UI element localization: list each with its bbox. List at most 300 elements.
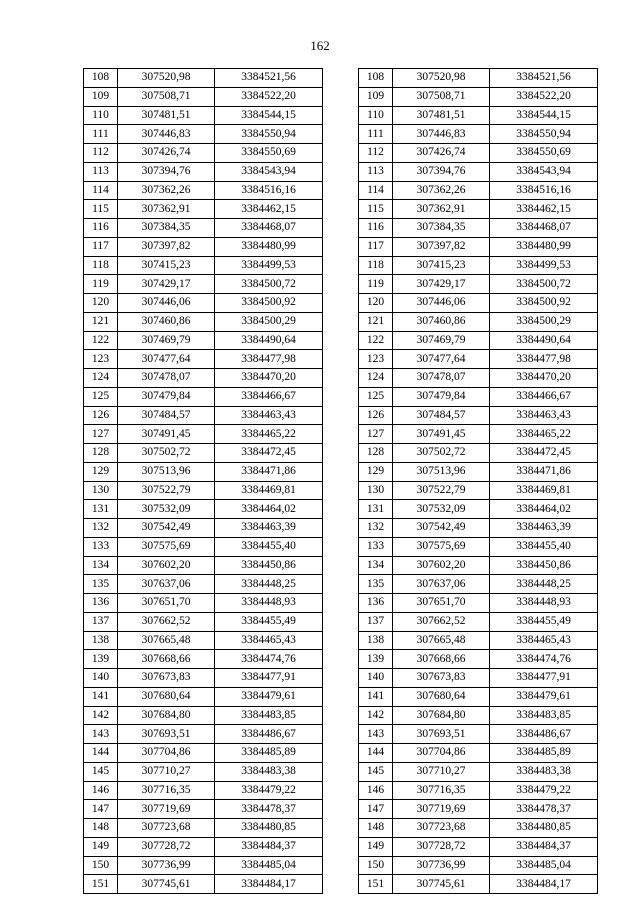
point-number-cell: 138 bbox=[359, 631, 393, 650]
x-coordinate-cell: 307602,20 bbox=[393, 556, 490, 575]
y-coordinate-cell: 3384455,40 bbox=[490, 537, 598, 556]
table-row bbox=[359, 275, 598, 294]
x-coordinate-cell: 307491,45 bbox=[393, 425, 490, 444]
point-number-cell: 115 bbox=[359, 200, 393, 219]
point-number-cell: 110 bbox=[359, 106, 393, 125]
point-number-cell: 142 bbox=[359, 706, 393, 725]
x-coordinate-cell: 307460,86 bbox=[118, 312, 215, 331]
x-coordinate-cell: 307745,61 bbox=[118, 875, 215, 894]
x-coordinate-cell: 307478,07 bbox=[118, 369, 215, 388]
table-row bbox=[359, 387, 598, 406]
x-coordinate-cell: 307469,79 bbox=[393, 331, 490, 350]
point-number-cell: 140 bbox=[84, 669, 118, 688]
x-coordinate-cell: 307693,51 bbox=[393, 725, 490, 744]
x-coordinate-cell: 307665,48 bbox=[393, 631, 490, 650]
table-row bbox=[359, 444, 598, 463]
x-coordinate-cell: 307484,57 bbox=[393, 406, 490, 425]
point-number-cell: 120 bbox=[359, 294, 393, 313]
coordinates-table-left bbox=[83, 68, 323, 894]
y-coordinate-cell: 3384485,04 bbox=[490, 856, 598, 875]
x-coordinate-cell: 307415,23 bbox=[118, 256, 215, 275]
point-number-cell: 121 bbox=[84, 312, 118, 331]
x-coordinate-cell: 307684,80 bbox=[393, 706, 490, 725]
table-row bbox=[359, 256, 598, 275]
x-coordinate-cell: 307723,68 bbox=[118, 819, 215, 838]
y-coordinate-cell: 3384544,15 bbox=[215, 106, 323, 125]
x-coordinate-cell: 307397,82 bbox=[118, 237, 215, 256]
x-coordinate-cell: 307362,26 bbox=[118, 181, 215, 200]
point-number-cell: 129 bbox=[84, 462, 118, 481]
y-coordinate-cell: 3384455,49 bbox=[490, 612, 598, 631]
y-coordinate-cell: 3384483,38 bbox=[490, 762, 598, 781]
x-coordinate-cell: 307415,23 bbox=[393, 256, 490, 275]
table-row bbox=[359, 687, 598, 706]
x-coordinate-cell: 307429,17 bbox=[393, 275, 490, 294]
x-coordinate-cell: 307710,27 bbox=[118, 762, 215, 781]
point-number-cell: 136 bbox=[359, 594, 393, 613]
table-row bbox=[359, 144, 598, 163]
point-number-cell: 141 bbox=[359, 687, 393, 706]
table-row bbox=[359, 819, 598, 838]
x-coordinate-cell: 307426,74 bbox=[118, 144, 215, 163]
y-coordinate-cell: 3384477,98 bbox=[215, 350, 323, 369]
point-number-cell: 146 bbox=[359, 781, 393, 800]
y-coordinate-cell: 3384471,86 bbox=[490, 462, 598, 481]
point-number-cell: 123 bbox=[84, 350, 118, 369]
y-coordinate-cell: 3384485,89 bbox=[215, 744, 323, 763]
y-coordinate-cell: 3384480,99 bbox=[215, 237, 323, 256]
table-row bbox=[359, 650, 598, 669]
point-number-cell: 118 bbox=[84, 256, 118, 275]
point-number-cell: 126 bbox=[359, 406, 393, 425]
x-coordinate-cell: 307728,72 bbox=[118, 837, 215, 856]
point-number-cell: 147 bbox=[359, 800, 393, 819]
x-coordinate-cell: 307651,70 bbox=[118, 594, 215, 613]
y-coordinate-cell: 3384462,15 bbox=[490, 200, 598, 219]
x-coordinate-cell: 307446,83 bbox=[118, 125, 215, 144]
x-coordinate-cell: 307522,79 bbox=[393, 481, 490, 500]
y-coordinate-cell: 3384484,17 bbox=[215, 875, 323, 894]
table-row bbox=[84, 762, 323, 781]
table-row bbox=[359, 200, 598, 219]
y-coordinate-cell: 3384543,94 bbox=[215, 162, 323, 181]
point-number-cell: 113 bbox=[359, 162, 393, 181]
table-row bbox=[359, 631, 598, 650]
y-coordinate-cell: 3384463,39 bbox=[215, 519, 323, 538]
point-number-cell: 131 bbox=[84, 500, 118, 519]
x-coordinate-cell: 307460,86 bbox=[393, 312, 490, 331]
x-coordinate-cell: 307684,80 bbox=[118, 706, 215, 725]
table-row bbox=[84, 219, 323, 238]
point-number-cell: 151 bbox=[359, 875, 393, 894]
point-number-cell: 148 bbox=[359, 819, 393, 838]
y-coordinate-cell: 3384477,91 bbox=[215, 669, 323, 688]
point-number-cell: 138 bbox=[84, 631, 118, 650]
y-coordinate-cell: 3384470,20 bbox=[490, 369, 598, 388]
y-coordinate-cell: 3384464,02 bbox=[215, 500, 323, 519]
x-coordinate-cell: 307446,06 bbox=[393, 294, 490, 313]
x-coordinate-cell: 307394,76 bbox=[118, 162, 215, 181]
point-number-cell: 151 bbox=[84, 875, 118, 894]
x-coordinate-cell: 307384,35 bbox=[393, 219, 490, 238]
y-coordinate-cell: 3384479,61 bbox=[215, 687, 323, 706]
y-coordinate-cell: 3384463,43 bbox=[490, 406, 598, 425]
x-coordinate-cell: 307513,96 bbox=[393, 462, 490, 481]
y-coordinate-cell: 3384468,07 bbox=[490, 219, 598, 238]
point-number-cell: 137 bbox=[359, 612, 393, 631]
x-coordinate-cell: 307397,82 bbox=[393, 237, 490, 256]
table-row bbox=[359, 762, 598, 781]
point-number-cell: 129 bbox=[359, 462, 393, 481]
table-row bbox=[359, 331, 598, 350]
table-row bbox=[84, 312, 323, 331]
table-row bbox=[359, 181, 598, 200]
y-coordinate-cell: 3384486,67 bbox=[490, 725, 598, 744]
y-coordinate-cell: 3384465,22 bbox=[215, 425, 323, 444]
y-coordinate-cell: 3384468,07 bbox=[215, 219, 323, 238]
table-row bbox=[359, 481, 598, 500]
table-row bbox=[359, 294, 598, 313]
y-coordinate-cell: 3384466,67 bbox=[215, 387, 323, 406]
y-coordinate-cell: 3384465,22 bbox=[490, 425, 598, 444]
point-number-cell: 141 bbox=[84, 687, 118, 706]
x-coordinate-cell: 307513,96 bbox=[118, 462, 215, 481]
point-number-cell: 144 bbox=[84, 744, 118, 763]
point-number-cell: 111 bbox=[359, 125, 393, 144]
table-row bbox=[84, 519, 323, 538]
table-row bbox=[359, 500, 598, 519]
table-row bbox=[359, 612, 598, 631]
point-number-cell: 134 bbox=[359, 556, 393, 575]
x-coordinate-cell: 307719,69 bbox=[393, 800, 490, 819]
table-row bbox=[84, 706, 323, 725]
y-coordinate-cell: 3384521,56 bbox=[490, 69, 598, 88]
y-coordinate-cell: 3384455,49 bbox=[215, 612, 323, 631]
table-row bbox=[84, 331, 323, 350]
y-coordinate-cell: 3384474,76 bbox=[215, 650, 323, 669]
y-coordinate-cell: 3384450,86 bbox=[490, 556, 598, 575]
x-coordinate-cell: 307728,72 bbox=[393, 837, 490, 856]
point-number-cell: 117 bbox=[84, 237, 118, 256]
y-coordinate-cell: 3384490,64 bbox=[490, 331, 598, 350]
table-row bbox=[84, 294, 323, 313]
point-number-cell: 116 bbox=[84, 219, 118, 238]
table-row bbox=[84, 856, 323, 875]
point-number-cell: 115 bbox=[84, 200, 118, 219]
y-coordinate-cell: 3384544,15 bbox=[490, 106, 598, 125]
table-row bbox=[359, 106, 598, 125]
x-coordinate-cell: 307575,69 bbox=[118, 537, 215, 556]
x-coordinate-cell: 307446,06 bbox=[118, 294, 215, 313]
table-row bbox=[84, 406, 323, 425]
table-row bbox=[84, 875, 323, 894]
x-coordinate-cell: 307704,86 bbox=[393, 744, 490, 763]
x-coordinate-cell: 307479,84 bbox=[393, 387, 490, 406]
y-coordinate-cell: 3384550,69 bbox=[490, 144, 598, 163]
x-coordinate-cell: 307602,20 bbox=[118, 556, 215, 575]
point-number-cell: 132 bbox=[84, 519, 118, 538]
table-row bbox=[359, 69, 598, 88]
x-coordinate-cell: 307719,69 bbox=[118, 800, 215, 819]
point-number-cell: 149 bbox=[84, 837, 118, 856]
table-row bbox=[359, 781, 598, 800]
y-coordinate-cell: 3384500,92 bbox=[490, 294, 598, 313]
y-coordinate-cell: 3384521,56 bbox=[215, 69, 323, 88]
table-row bbox=[84, 687, 323, 706]
y-coordinate-cell: 3384500,72 bbox=[215, 275, 323, 294]
y-coordinate-cell: 3384464,02 bbox=[490, 500, 598, 519]
x-coordinate-cell: 307673,83 bbox=[393, 669, 490, 688]
x-coordinate-cell: 307716,35 bbox=[118, 781, 215, 800]
y-coordinate-cell: 3384550,69 bbox=[215, 144, 323, 163]
table-row bbox=[84, 575, 323, 594]
y-coordinate-cell: 3384500,29 bbox=[215, 312, 323, 331]
x-coordinate-cell: 307508,71 bbox=[393, 87, 490, 106]
point-number-cell: 120 bbox=[84, 294, 118, 313]
y-coordinate-cell: 3384450,86 bbox=[215, 556, 323, 575]
point-number-cell: 109 bbox=[84, 87, 118, 106]
y-coordinate-cell: 3384500,29 bbox=[490, 312, 598, 331]
table-row bbox=[84, 537, 323, 556]
point-number-cell: 137 bbox=[84, 612, 118, 631]
y-coordinate-cell: 3384465,43 bbox=[490, 631, 598, 650]
table-row bbox=[84, 256, 323, 275]
y-coordinate-cell: 3384483,85 bbox=[215, 706, 323, 725]
y-coordinate-cell: 3384522,20 bbox=[215, 87, 323, 106]
x-coordinate-cell: 307429,17 bbox=[118, 275, 215, 294]
table-row bbox=[359, 162, 598, 181]
point-number-cell: 119 bbox=[84, 275, 118, 294]
x-coordinate-cell: 307637,06 bbox=[393, 575, 490, 594]
table-row bbox=[84, 481, 323, 500]
y-coordinate-cell: 3384469,81 bbox=[215, 481, 323, 500]
table-row bbox=[84, 631, 323, 650]
x-coordinate-cell: 307426,74 bbox=[393, 144, 490, 163]
point-number-cell: 108 bbox=[359, 69, 393, 88]
point-number-cell: 109 bbox=[359, 87, 393, 106]
y-coordinate-cell: 3384500,92 bbox=[215, 294, 323, 313]
table-row bbox=[359, 237, 598, 256]
table-row bbox=[359, 425, 598, 444]
point-number-cell: 146 bbox=[84, 781, 118, 800]
x-coordinate-cell: 307362,26 bbox=[393, 181, 490, 200]
y-coordinate-cell: 3384477,91 bbox=[490, 669, 598, 688]
y-coordinate-cell: 3384448,25 bbox=[490, 575, 598, 594]
table-row bbox=[84, 837, 323, 856]
point-number-cell: 111 bbox=[84, 125, 118, 144]
y-coordinate-cell: 3384478,37 bbox=[215, 800, 323, 819]
x-coordinate-cell: 307481,51 bbox=[118, 106, 215, 125]
table-row bbox=[359, 406, 598, 425]
point-number-cell: 125 bbox=[359, 387, 393, 406]
point-number-cell: 117 bbox=[359, 237, 393, 256]
x-coordinate-cell: 307710,27 bbox=[393, 762, 490, 781]
x-coordinate-cell: 307491,45 bbox=[118, 425, 215, 444]
table-row bbox=[359, 556, 598, 575]
y-coordinate-cell: 3384516,16 bbox=[215, 181, 323, 200]
point-number-cell: 130 bbox=[84, 481, 118, 500]
table-row bbox=[359, 125, 598, 144]
y-coordinate-cell: 3384479,61 bbox=[490, 687, 598, 706]
table-row bbox=[359, 350, 598, 369]
table-row bbox=[359, 312, 598, 331]
table-row bbox=[359, 837, 598, 856]
y-coordinate-cell: 3384479,22 bbox=[215, 781, 323, 800]
x-coordinate-cell: 307668,66 bbox=[393, 650, 490, 669]
table-row bbox=[84, 462, 323, 481]
table-row bbox=[84, 425, 323, 444]
x-coordinate-cell: 307668,66 bbox=[118, 650, 215, 669]
point-number-cell: 132 bbox=[359, 519, 393, 538]
point-number-cell: 145 bbox=[84, 762, 118, 781]
x-coordinate-cell: 307736,99 bbox=[118, 856, 215, 875]
table-row bbox=[84, 669, 323, 688]
table-row bbox=[84, 144, 323, 163]
point-number-cell: 150 bbox=[359, 856, 393, 875]
table-row bbox=[84, 69, 323, 88]
table-row bbox=[84, 275, 323, 294]
point-number-cell: 122 bbox=[359, 331, 393, 350]
point-number-cell: 126 bbox=[84, 406, 118, 425]
table-row bbox=[84, 594, 323, 613]
x-coordinate-cell: 307477,64 bbox=[393, 350, 490, 369]
point-number-cell: 124 bbox=[84, 369, 118, 388]
y-coordinate-cell: 3384522,20 bbox=[490, 87, 598, 106]
y-coordinate-cell: 3384478,37 bbox=[490, 800, 598, 819]
y-coordinate-cell: 3384477,98 bbox=[490, 350, 598, 369]
point-number-cell: 142 bbox=[84, 706, 118, 725]
x-coordinate-cell: 307479,84 bbox=[118, 387, 215, 406]
point-number-cell: 118 bbox=[359, 256, 393, 275]
table-row bbox=[84, 650, 323, 669]
table-row bbox=[359, 219, 598, 238]
x-coordinate-cell: 307532,09 bbox=[393, 500, 490, 519]
x-coordinate-cell: 307469,79 bbox=[118, 331, 215, 350]
table-row bbox=[359, 369, 598, 388]
table-row bbox=[359, 669, 598, 688]
x-coordinate-cell: 307680,64 bbox=[393, 687, 490, 706]
point-number-cell: 144 bbox=[359, 744, 393, 763]
x-coordinate-cell: 307716,35 bbox=[393, 781, 490, 800]
point-number-cell: 127 bbox=[84, 425, 118, 444]
point-number-cell: 143 bbox=[84, 725, 118, 744]
table-row bbox=[84, 125, 323, 144]
y-coordinate-cell: 3384483,85 bbox=[490, 706, 598, 725]
y-coordinate-cell: 3384499,53 bbox=[490, 256, 598, 275]
table-row bbox=[359, 725, 598, 744]
point-number-cell: 112 bbox=[84, 144, 118, 163]
table-row bbox=[84, 87, 323, 106]
table-row bbox=[84, 387, 323, 406]
y-coordinate-cell: 3384480,99 bbox=[490, 237, 598, 256]
coordinates-table-right bbox=[358, 68, 598, 894]
table-row bbox=[359, 519, 598, 538]
point-number-cell: 133 bbox=[84, 537, 118, 556]
point-number-cell: 128 bbox=[359, 444, 393, 463]
x-coordinate-cell: 307651,70 bbox=[393, 594, 490, 613]
y-coordinate-cell: 3384455,40 bbox=[215, 537, 323, 556]
table-row bbox=[359, 462, 598, 481]
x-coordinate-cell: 307662,52 bbox=[393, 612, 490, 631]
table-row bbox=[84, 819, 323, 838]
point-number-cell: 133 bbox=[359, 537, 393, 556]
point-number-cell: 110 bbox=[84, 106, 118, 125]
x-coordinate-cell: 307484,57 bbox=[118, 406, 215, 425]
y-coordinate-cell: 3384462,15 bbox=[215, 200, 323, 219]
point-number-cell: 124 bbox=[359, 369, 393, 388]
point-number-cell: 127 bbox=[359, 425, 393, 444]
x-coordinate-cell: 307522,79 bbox=[118, 481, 215, 500]
table-row bbox=[84, 350, 323, 369]
point-number-cell: 147 bbox=[84, 800, 118, 819]
x-coordinate-cell: 307520,98 bbox=[393, 69, 490, 88]
x-coordinate-cell: 307662,52 bbox=[118, 612, 215, 631]
y-coordinate-cell: 3384550,94 bbox=[490, 125, 598, 144]
point-number-cell: 140 bbox=[359, 669, 393, 688]
x-coordinate-cell: 307362,91 bbox=[393, 200, 490, 219]
y-coordinate-cell: 3384484,17 bbox=[490, 875, 598, 894]
x-coordinate-cell: 307575,69 bbox=[393, 537, 490, 556]
point-number-cell: 123 bbox=[359, 350, 393, 369]
table-row bbox=[84, 800, 323, 819]
x-coordinate-cell: 307446,83 bbox=[393, 125, 490, 144]
point-number-cell: 149 bbox=[359, 837, 393, 856]
table-row bbox=[359, 87, 598, 106]
y-coordinate-cell: 3384483,38 bbox=[215, 762, 323, 781]
table-row bbox=[359, 744, 598, 763]
x-coordinate-cell: 307502,72 bbox=[393, 444, 490, 463]
x-coordinate-cell: 307502,72 bbox=[118, 444, 215, 463]
table-row bbox=[84, 781, 323, 800]
table-row bbox=[84, 200, 323, 219]
point-number-cell: 114 bbox=[84, 181, 118, 200]
point-number-cell: 130 bbox=[359, 481, 393, 500]
y-coordinate-cell: 3384472,45 bbox=[215, 444, 323, 463]
y-coordinate-cell: 3384463,43 bbox=[215, 406, 323, 425]
y-coordinate-cell: 3384484,37 bbox=[215, 837, 323, 856]
y-coordinate-cell: 3384499,53 bbox=[215, 256, 323, 275]
table-row bbox=[84, 444, 323, 463]
x-coordinate-cell: 307723,68 bbox=[393, 819, 490, 838]
table-row bbox=[84, 237, 323, 256]
point-number-cell: 121 bbox=[359, 312, 393, 331]
point-number-cell: 114 bbox=[359, 181, 393, 200]
point-number-cell: 148 bbox=[84, 819, 118, 838]
table-row bbox=[84, 500, 323, 519]
point-number-cell: 134 bbox=[84, 556, 118, 575]
y-coordinate-cell: 3384448,93 bbox=[215, 594, 323, 613]
y-coordinate-cell: 3384480,85 bbox=[215, 819, 323, 838]
x-coordinate-cell: 307693,51 bbox=[118, 725, 215, 744]
x-coordinate-cell: 307394,76 bbox=[393, 162, 490, 181]
y-coordinate-cell: 3384479,22 bbox=[490, 781, 598, 800]
table-row bbox=[359, 800, 598, 819]
y-coordinate-cell: 3384448,25 bbox=[215, 575, 323, 594]
point-number-cell: 125 bbox=[84, 387, 118, 406]
table-row bbox=[359, 706, 598, 725]
x-coordinate-cell: 307520,98 bbox=[118, 69, 215, 88]
y-coordinate-cell: 3384516,16 bbox=[490, 181, 598, 200]
y-coordinate-cell: 3384470,20 bbox=[215, 369, 323, 388]
point-number-cell: 143 bbox=[359, 725, 393, 744]
y-coordinate-cell: 3384471,86 bbox=[215, 462, 323, 481]
point-number-cell: 131 bbox=[359, 500, 393, 519]
y-coordinate-cell: 3384500,72 bbox=[490, 275, 598, 294]
y-coordinate-cell: 3384465,43 bbox=[215, 631, 323, 650]
table-row bbox=[84, 744, 323, 763]
table-row bbox=[84, 556, 323, 575]
x-coordinate-cell: 307704,86 bbox=[118, 744, 215, 763]
